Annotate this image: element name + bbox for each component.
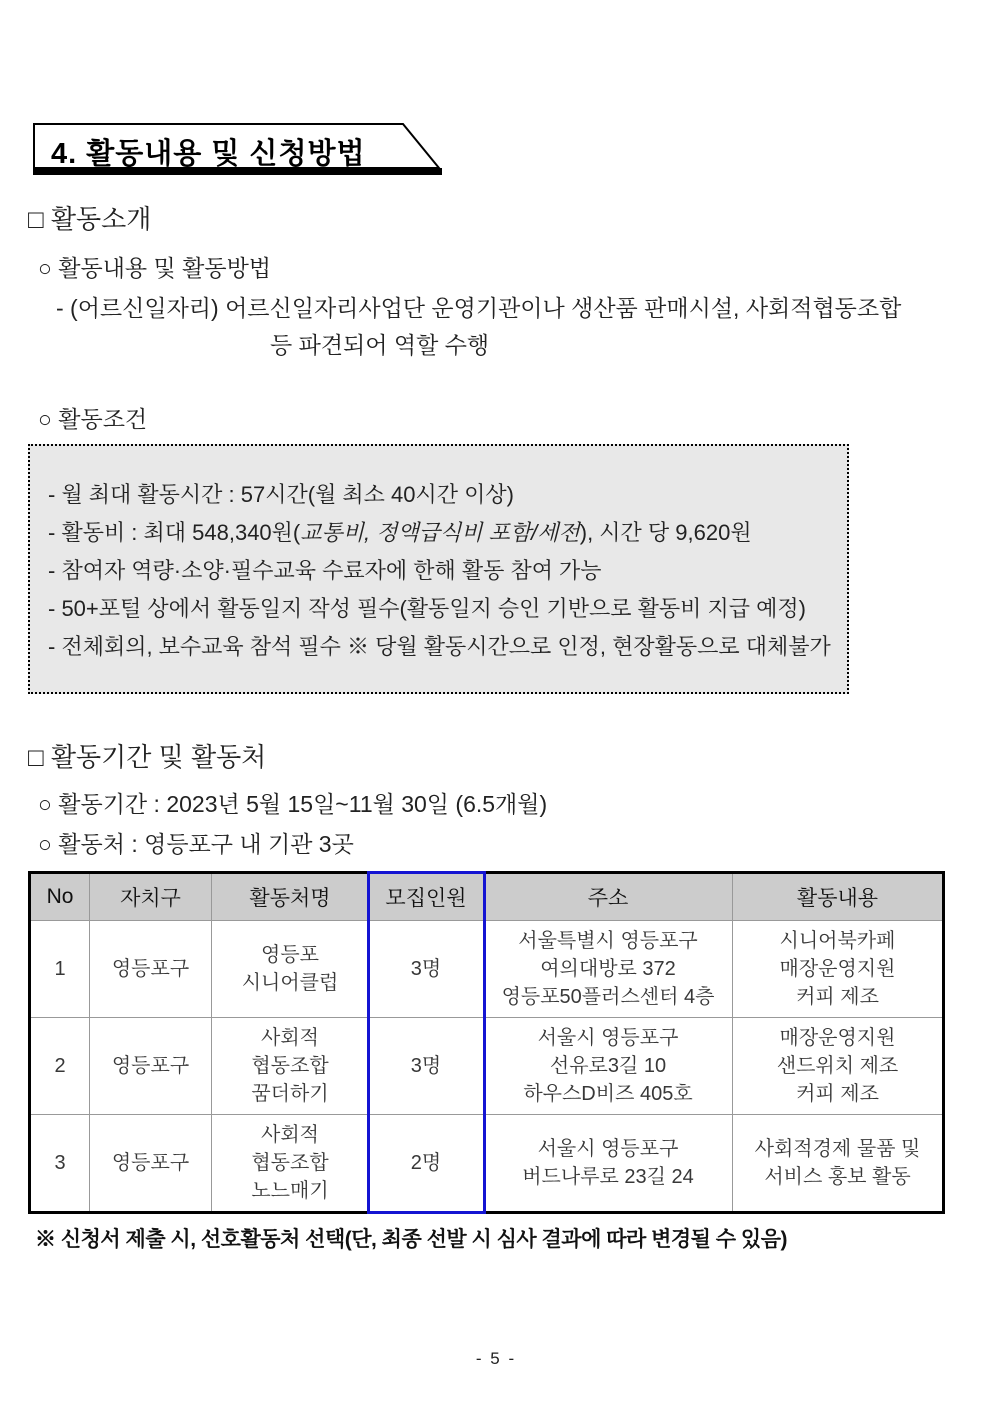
footnote: ※ 신청서 제출 시, 선호활동처 선택(단, 최종 선발 시 심사 결과에 따라 변경될 수 있음) bbox=[35, 1228, 787, 1251]
column-header: 자치구 bbox=[90, 873, 212, 921]
intro-detail-line: - (어르신일자리) 어르신일자리사업단 운영기관이나 생산품 판매시설, 사회적협동조합 bbox=[56, 295, 902, 321]
condition-item: - 참여자 역량·소양·필수교육 수료자에 한해 활동 참여 가능 bbox=[48, 558, 602, 583]
period-line: ○ 활동기간 : 2023년 5월 15일~11월 30일 (6.5개월) bbox=[38, 791, 548, 817]
table-cell: 2 bbox=[30, 1018, 90, 1115]
section-title: 4. 활동내용 및 신청방법 bbox=[51, 138, 366, 170]
table-cell: 매장운영지원 샌드위치 제조 커피 제조 bbox=[733, 1018, 944, 1115]
table-cell: 시니어북카페 매장운영지원 커피 제조 bbox=[733, 921, 944, 1018]
table-row bbox=[30, 1115, 944, 1213]
condition-item: - 50+포털 상에서 활동일지 작성 필수(활동일지 승인 기반으로 활동비 지급 예정) bbox=[48, 596, 806, 621]
period-heading: □ 활동기간 및 활동처 bbox=[28, 742, 267, 772]
condition-item: - 전체회의, 보수교육 참석 필수 ※ 당월 활동시간으로 인정, 현장활동으로 대체불가 bbox=[48, 634, 831, 659]
table-cell: 사회적경제 물품 및 서비스 홍보 활동 bbox=[733, 1115, 944, 1213]
table-body bbox=[30, 921, 944, 1213]
condition-item: - 활동비 : 최대 548,340원(교통비, 정액급식비 포함/세전), 시간 당 9,620원 bbox=[48, 520, 752, 545]
table-cell: 사회적 협동조합 꿈더하기 bbox=[212, 1018, 369, 1115]
table-cell: 서울시 영등포구 버드나루로 23길 24 bbox=[484, 1115, 733, 1213]
table-cell: 영등포구 bbox=[90, 921, 212, 1018]
table-cell: 사회적 협동조합 노느매기 bbox=[212, 1115, 369, 1213]
intro-detail-continuation: 등 파견되어 역할 수행 bbox=[270, 332, 490, 358]
table-wrapper bbox=[28, 871, 944, 1214]
page-number: - 5 - bbox=[475, 1349, 517, 1368]
place-line: ○ 활동처 : 영등포구 내 기관 3곳 bbox=[38, 831, 354, 857]
table-cell: 3명 bbox=[369, 1018, 484, 1115]
table-cell: 3 bbox=[30, 1115, 90, 1213]
conditions-heading: ○ 활동조건 bbox=[38, 406, 148, 432]
table-cell: 3명 bbox=[369, 921, 484, 1018]
condition-item: - 월 최대 활동시간 : 57시간(월 최소 40시간 이상) bbox=[48, 482, 514, 507]
conditions-box bbox=[28, 444, 849, 694]
table-row bbox=[30, 1018, 944, 1115]
column-header: No bbox=[30, 873, 90, 921]
intro-subheading: ○ 활동내용 및 활동방법 bbox=[38, 255, 272, 281]
table-cell: 서울특별시 영등포구 여의대방로 372 영등포50플러스센터 4층 bbox=[484, 921, 733, 1018]
column-header: 활동처명 bbox=[212, 873, 369, 921]
table-cell: 2명 bbox=[369, 1115, 484, 1213]
section-banner bbox=[33, 122, 445, 177]
activity-table bbox=[28, 871, 945, 1214]
table-head bbox=[30, 873, 944, 921]
table-cell: 서울시 영등포구 선유로3길 10 하우스D비즈 405호 bbox=[484, 1018, 733, 1115]
column-header: 주소 bbox=[484, 873, 733, 921]
table-row bbox=[30, 921, 944, 1018]
column-header: 활동내용 bbox=[733, 873, 944, 921]
column-header: 모집인원 bbox=[369, 873, 484, 921]
table-cell: 영등포구 bbox=[90, 1018, 212, 1115]
table-cell: 1 bbox=[30, 921, 90, 1018]
table-cell: 영등포구 bbox=[90, 1115, 212, 1213]
intro-heading: □ 활동소개 bbox=[28, 204, 152, 234]
table-cell: 영등포 시니어클럽 bbox=[212, 921, 369, 1018]
